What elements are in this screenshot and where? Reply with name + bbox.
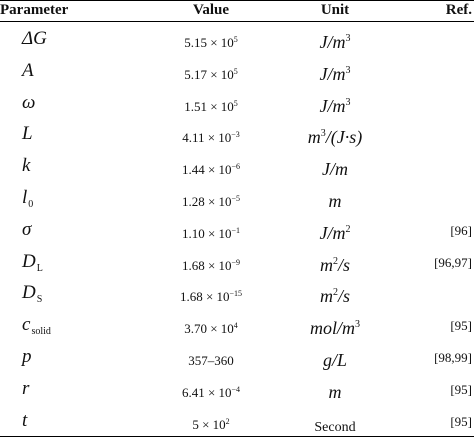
parameter-cell <box>22 345 33 376</box>
ref-cell: [95] <box>450 318 472 334</box>
unit-cell <box>280 122 390 149</box>
value-exponent: 5 <box>233 66 238 76</box>
value-cell <box>140 285 282 306</box>
table-row <box>0 182 474 214</box>
unit-main: J/m <box>322 159 348 180</box>
ref-cell: [95] <box>450 413 472 429</box>
value-cell <box>140 381 282 402</box>
unit-superscript: 3 <box>355 319 360 331</box>
parameter-symbol: σ <box>22 218 32 240</box>
value-exponent: −3 <box>231 130 240 140</box>
value-mantissa: 1.68 × 10 <box>179 289 230 305</box>
unit-cell <box>280 27 390 54</box>
unit-cell <box>280 91 390 118</box>
parameter-symbol: ΔG <box>22 28 47 49</box>
parameter-cell <box>22 122 34 153</box>
unit-cell <box>280 377 390 404</box>
parameter-subscript: L <box>36 262 43 274</box>
unit-cell <box>280 345 390 372</box>
unit-main: g/L <box>322 350 347 370</box>
unit-superscript: 3 <box>320 128 326 140</box>
parameter-symbol: r <box>22 377 30 399</box>
parameter-symbol: A <box>22 59 34 81</box>
ref-cell: [95] <box>450 381 472 397</box>
parameter-subscript: solid <box>31 326 51 338</box>
unit-cell <box>280 59 390 86</box>
header-ref: Ref. <box>445 2 472 18</box>
value-mantissa: 4.11 × 10 <box>182 130 232 146</box>
value-mantissa: 5 × 10 <box>192 416 226 432</box>
unit-cell <box>280 250 390 277</box>
table-row <box>0 214 474 246</box>
table-header-rule <box>0 21 474 22</box>
unit-cell <box>280 281 390 308</box>
unit-tail: /s <box>337 286 350 307</box>
value-exponent: −1 <box>231 225 241 235</box>
value-exponent: 2 <box>225 416 230 426</box>
parameter-cell <box>22 91 36 122</box>
unit-superscript: 2 <box>332 287 338 299</box>
parameter-symbol: ω <box>22 91 36 113</box>
parameter-cell <box>22 186 33 217</box>
header-value: Value <box>192 2 230 18</box>
header-parameter: Parameter <box>0 2 69 18</box>
parameter-cell <box>22 250 43 281</box>
value-exponent: −5 <box>231 194 241 203</box>
parameter-cell <box>22 59 35 90</box>
parameter-symbol: c <box>22 314 31 336</box>
value-cell <box>140 126 282 147</box>
value-exponent: −6 <box>231 162 241 172</box>
table-header-row <box>0 0 474 21</box>
value-cell <box>140 31 282 52</box>
value-cell <box>140 63 282 84</box>
unit-superscript: 3 <box>345 96 351 108</box>
ref-cell: [98,99] <box>434 350 472 365</box>
value-mantissa: 3.70 × 10 <box>184 321 234 337</box>
unit-main: Second <box>314 419 356 435</box>
parameter-symbol: k <box>22 155 31 177</box>
value-exponent: 4 <box>233 321 238 331</box>
value-exponent: −9 <box>231 257 241 267</box>
parameter-symbol: t <box>22 409 28 431</box>
unit-cell <box>280 218 390 245</box>
unit-main: J/m <box>319 222 346 243</box>
value-cell <box>140 95 282 116</box>
parameter-cell <box>22 27 48 58</box>
value-exponent: −15 <box>229 289 243 299</box>
unit-main: m <box>319 286 333 307</box>
parameter-symbol: p <box>22 346 32 367</box>
value-mantissa: 1.28 × 10 <box>181 194 232 209</box>
value-mantissa: 1.44 × 10 <box>181 162 232 178</box>
table-row <box>0 118 474 150</box>
value-cell <box>140 190 282 211</box>
unit-cell <box>280 313 390 340</box>
unit-main: J/m <box>319 95 346 116</box>
parameter-subscript: 0 <box>28 199 34 210</box>
table-row <box>0 150 474 182</box>
value-cell <box>140 413 282 434</box>
table-row <box>0 277 474 309</box>
value-mantissa: 1.51 × 10 <box>184 98 234 114</box>
parameter-cell <box>22 409 28 440</box>
table-row <box>0 23 474 55</box>
value-mantissa: 1.68 × 10 <box>181 257 232 273</box>
unit-superscript: 2 <box>332 255 338 267</box>
table-row <box>0 87 474 119</box>
parameter-subscript: S <box>36 294 43 306</box>
unit-main: mol/m <box>310 318 355 339</box>
unit-superscript: 2 <box>345 223 351 235</box>
unit-main: m <box>328 191 342 211</box>
parameter-cell <box>22 218 32 249</box>
parameter-cell <box>22 313 51 344</box>
value-mantissa: 6.41 × 10 <box>181 384 232 400</box>
table-row <box>0 373 474 405</box>
value-cell <box>140 349 282 370</box>
unit-tail: /s <box>337 254 350 275</box>
unit-superscript: 3 <box>345 33 351 44</box>
value-cell <box>140 222 282 243</box>
unit-main: J/m <box>319 63 346 84</box>
unit-cell <box>280 186 390 213</box>
table-row <box>0 55 474 87</box>
parameter-symbol: D <box>22 250 36 272</box>
value-exponent: −4 <box>231 384 241 394</box>
value-cell <box>140 158 282 179</box>
value-exponent: 5 <box>233 98 238 108</box>
ref-cell: [96] <box>450 222 472 238</box>
unit-main: m <box>307 127 321 148</box>
unit-tail: /(J·s) <box>325 127 363 148</box>
parameter-cell <box>22 281 42 312</box>
unit-superscript: 3 <box>345 64 351 76</box>
value-cell <box>140 317 282 338</box>
parameter-symbol: l <box>22 187 28 208</box>
unit-main: m <box>328 381 342 402</box>
value-mantissa: 5.15 × 10 <box>184 35 234 50</box>
table-row <box>0 246 474 278</box>
parameter-cell <box>22 154 31 185</box>
unit-main: m <box>319 254 333 275</box>
value-mantissa: 357–360 <box>188 353 234 368</box>
parameter-cell <box>22 377 30 408</box>
value-mantissa: 1.10 × 10 <box>181 225 232 241</box>
table-row <box>0 405 474 437</box>
table-row <box>0 341 474 373</box>
value-mantissa: 5.17 × 10 <box>184 66 234 82</box>
ref-cell: [96,97] <box>434 254 472 270</box>
unit-main: J/m <box>319 32 346 52</box>
parameter-symbol: L <box>22 123 33 145</box>
unit-cell <box>280 154 390 181</box>
value-cell <box>140 254 282 275</box>
header-unit: Unit <box>320 2 350 18</box>
value-exponent: 5 <box>233 35 238 44</box>
table-row <box>0 309 474 341</box>
parameter-symbol: D <box>22 282 36 304</box>
